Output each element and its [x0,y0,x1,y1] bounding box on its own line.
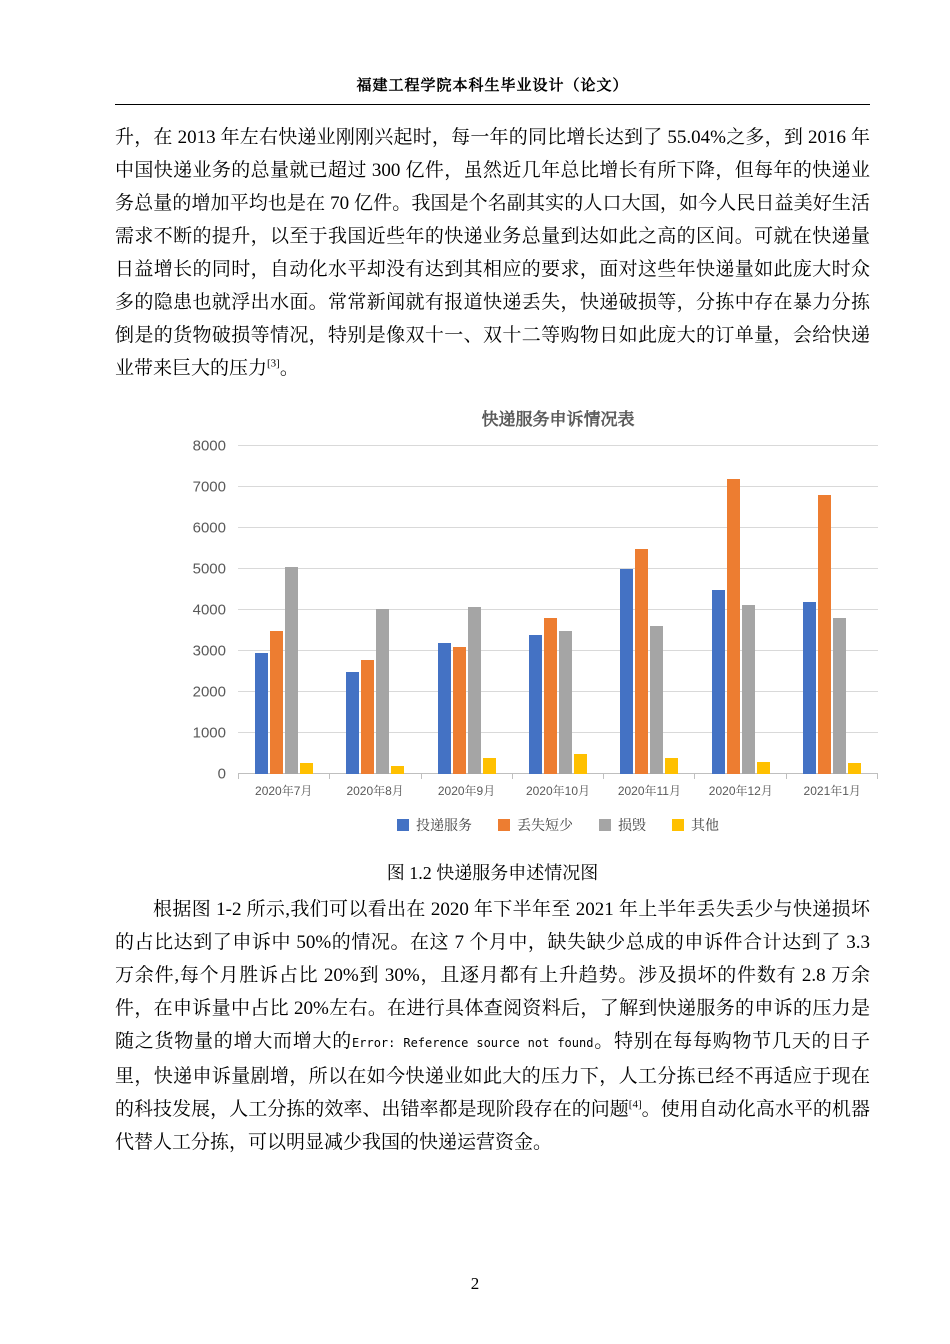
bar-损毁 [285,567,298,774]
legend-item [498,815,573,835]
legend-swatch [397,819,409,831]
paragraph-2 [115,893,870,1159]
bar-投递服务 [255,653,268,774]
bar-group [512,446,603,774]
figure-caption: 图 1.2 快递服务申述情况图 [386,863,599,883]
page-number: 2 [470,1274,480,1293]
bar-groups [238,446,878,774]
bar-丢失短少 [727,479,740,774]
legend-item [672,815,719,835]
legend-swatch [498,819,510,831]
legend-swatch [599,819,611,831]
bar-group [604,446,695,774]
x-axis-label: 2020年10月 [525,784,590,798]
header-title: 福建工程学院本科生毕业设计（论文） [115,74,870,105]
axis-tick [603,774,694,779]
bar-group [787,446,878,774]
bar-丢失短少 [453,647,466,774]
bar-group [421,446,512,774]
bar-投递服务 [803,602,816,774]
bar-投递服务 [438,643,451,774]
bar-损毁 [468,607,481,774]
figure-1-2-chart [183,405,878,835]
bar-group [695,446,786,774]
x-axis-label: 2021年1月 [803,784,861,798]
y-axis-tick-label: 5000 [192,560,226,578]
paragraph-2-seg1: 根据图 1-2 所示,我们可以看出在 2020 年下半年至 2021 年上半年丢失丢少与快递损坏的占比达到了申诉中 50%的情况。在这 7 个月中，缺失缺少总成的申诉件合计达到了 3.3 万余件,每个月胜诉占比 20%到 30%，且逐月都有上升趋势。涉及损坏的件数有 2.8 万余件，在申诉量中占比 20%左右。在进行具体查阅资料后，了解到快递服务的申诉的压力是随之货物量的增大而增大的 [115,899,870,1052]
bar-损毁 [376,609,389,774]
paragraph-1-text: 升，在 2013 年左右快递业刚刚兴起时，每一年的同比增长达到了 55.04%之多，到 2016 年中国快递业务的总量就已超过 300 亿件，虽然近几年总比增长有所下降，但每年的快递业务总量的增加平均也是在 70 亿件。我国是个名副其实的人口大国，如今人民日益美好生活需求不断的提升，以至于我国近些年的快递业务总量到达如此之高的区间。可就在快递量日益增长的同时，自动化水平却没有达到其相应的要求，面对这些年快递量如此庞大时众多的隐患也就浮出水面。常常新闻就有报道快递丢失，快递破损等，分拣中存在暴力分拣倒是的货物破损等情况，特别是像双十一、双十二等购物日如此庞大的订单量，会给快递业带来巨大的压力 [115,127,870,379]
y-axis-tick-label: 6000 [192,519,226,537]
y-axis-tick-label: 1000 [192,724,226,742]
x-axis-label: 2020年12月 [708,784,773,798]
citation-4: [4] [628,1098,642,1111]
y-axis-tick-label: 0 [217,765,226,783]
y-axis [183,437,238,783]
legend-label: 损毁 [618,817,646,833]
page-header [115,0,870,105]
legend-label: 其他 [691,817,719,833]
x-axis-labels [238,782,878,799]
axis-tick [786,774,877,779]
legend-item [599,815,646,835]
legend-swatch [672,819,684,831]
axis-tick [694,774,785,779]
y-axis-tick-label: 4000 [192,601,226,619]
axis-tick [512,774,603,779]
citation-3: [3] [267,357,280,370]
bar-其他 [665,758,678,774]
y-axis-tick-label: 2000 [192,683,226,701]
bar-其他 [300,763,313,774]
bar-损毁 [833,618,846,774]
bar-丢失短少 [818,495,831,774]
x-axis-label: 2020年11月 [617,784,681,798]
bar-group [238,446,329,774]
plot [238,446,878,774]
bar-损毁 [742,605,755,774]
bar-投递服务 [529,635,542,774]
legend-item [397,815,472,835]
paragraph-1 [115,121,870,385]
x-axis-label: 2020年7月 [255,784,313,798]
legend-label: 丢失短少 [517,817,573,833]
axis-tick [421,774,512,779]
x-axis-label: 2020年9月 [437,784,496,798]
bar-其他 [848,763,861,774]
bar-投递服务 [712,590,725,775]
x-axis-label: 2020年8月 [346,784,404,798]
chart-title: 快递服务申诉情况表 [481,410,635,429]
bar-丢失短少 [361,660,374,774]
bar-损毁 [559,631,572,775]
bar-投递服务 [620,569,633,774]
page-content [115,121,870,1159]
y-axis-tick-label: 8000 [192,437,226,455]
x-axis-ticks [238,774,878,779]
axis-tick [238,774,329,779]
bar-其他 [757,762,770,774]
chart-plot-area [183,437,878,783]
axis-tick [329,774,420,779]
bar-group [329,446,420,774]
bar-损毁 [650,626,663,774]
y-axis-tick-label: 3000 [192,642,226,660]
paragraph-2-seg3: 。使用自动化高水平的机器代替人工分拣，可以明显减少我国的快递运营资金。 [115,1099,870,1153]
bar-其他 [483,758,496,774]
broken-reference-text: Error: Reference source not found [352,1036,594,1050]
y-axis-tick-label: 7000 [192,478,226,496]
bar-其他 [574,754,587,775]
bar-投递服务 [346,672,359,774]
bar-丢失短少 [544,618,557,774]
bar-丢失短少 [635,549,648,775]
bar-其他 [391,766,404,774]
bar-丢失短少 [270,631,283,775]
legend-label: 投递服务 [416,817,472,833]
paragraph-1-tail: 。 [279,358,299,379]
chart-legend [238,815,878,835]
paragraph-2-seg2: 。特别在每每购物节几天的日子里，快递申诉量剧增，所以在如今快递业如此大的压力下，人工分拣已经不再适应于现在的科技发展，人工分拣的效率、出错率都是现阶段存在的问题 [115,1031,870,1120]
